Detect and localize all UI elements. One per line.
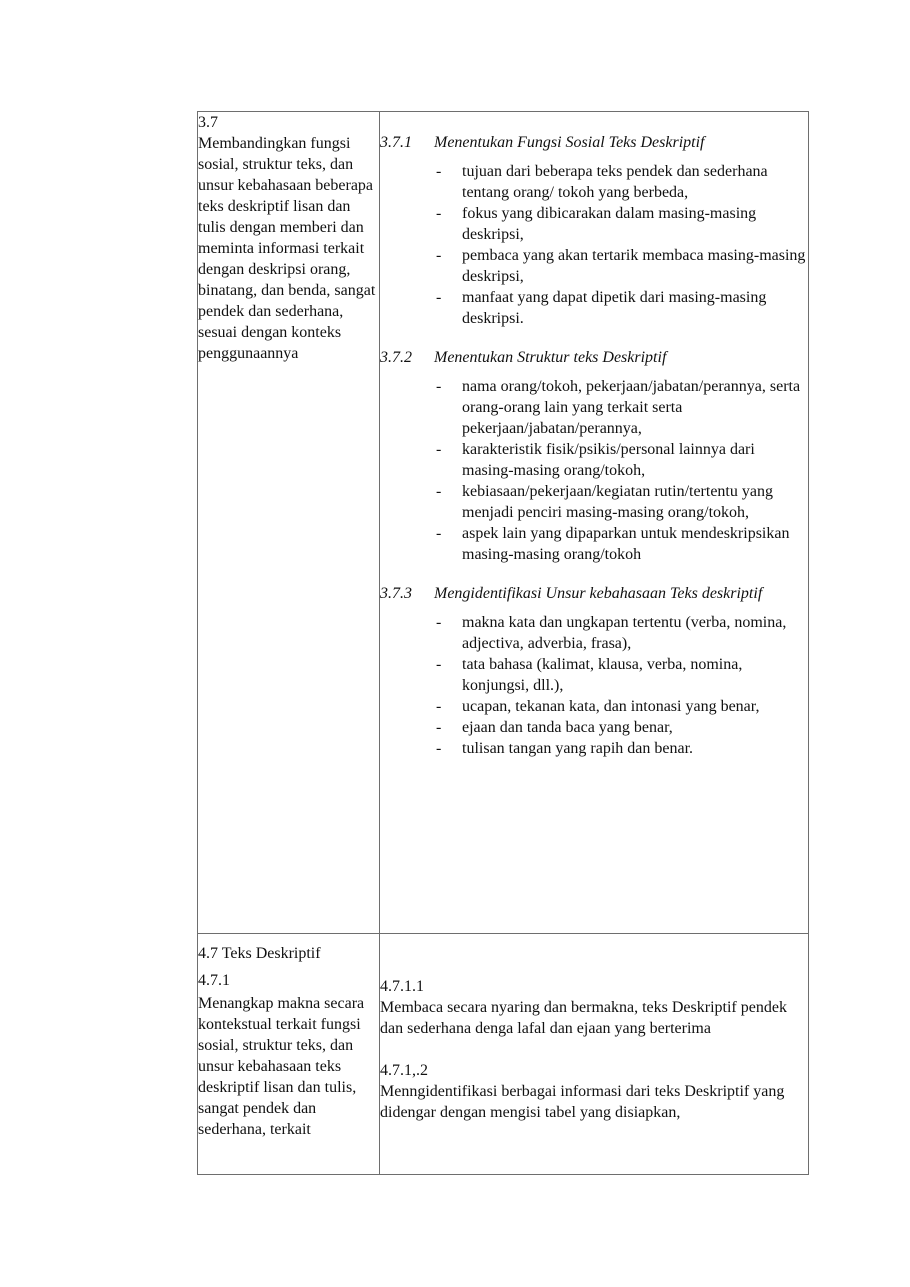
section-number: 3.7.3: [380, 585, 412, 602]
bullet-list: [434, 161, 808, 329]
table-row: [198, 112, 809, 934]
dash-marker: -: [436, 205, 442, 222]
bullet-text: tujuan dari beberapa teks pendek dan sederhana tentang orang/ tokoh yang berbeda,: [462, 163, 768, 201]
list-item: [434, 203, 808, 245]
kd-heading: 4.7 Teks Deskriptif: [198, 945, 321, 962]
list-item: [434, 696, 808, 717]
kd-cell: [198, 112, 380, 934]
dash-marker: -: [436, 719, 442, 736]
indicator-section: [380, 583, 808, 759]
dash-marker: -: [436, 163, 442, 180]
list-item: [434, 376, 808, 439]
list-item: [434, 439, 808, 481]
bullet-text: tulisan tangan yang rapih dan benar.: [462, 740, 694, 757]
kd-text: Membandingkan fungsi sosial, struktur teks, dan unsur kebahasaan beberapa teks deskriptif lisan dan tulis dengan memberi dan meminta informasi terkait dengan deskripsi orang, binatang, dan benda, sangat pendek dan sederhana, sesuai dengan konteks penggunaannya: [198, 135, 376, 362]
indicator-cell: [380, 112, 809, 934]
dash-marker: -: [436, 525, 442, 542]
indicator-text: Membaca secara nyaring dan bermakna, teks Deskriptif pendek dan sederhana denga lafal dan ejaan yang berterima: [380, 999, 787, 1037]
section-heading: [380, 583, 808, 604]
indicator-cell: [380, 934, 809, 1175]
section-title: Menentukan Struktur teks Deskriptif: [434, 349, 667, 366]
dash-marker: -: [436, 483, 442, 500]
indicator-number: 4.7.1,.2: [380, 1062, 428, 1079]
dash-marker: -: [436, 614, 442, 631]
bullet-text: karakteristik fisik/psikis/personal lainnya dari masing-masing orang/tokoh,: [462, 441, 755, 479]
list-item: [434, 245, 808, 287]
section-number: 3.7.2: [380, 349, 412, 366]
dash-marker: -: [436, 378, 442, 395]
list-item: [434, 481, 808, 523]
dash-marker: -: [436, 247, 442, 264]
list-item: [434, 287, 808, 329]
section-heading: [380, 132, 808, 153]
indicator-text: Menngidentifikasi berbagai informasi dari teks Deskriptif yang didengar dengan mengisi tabel yang disiapkan,: [380, 1083, 785, 1121]
bullet-list: [434, 612, 808, 759]
bullet-text: manfaat yang dapat dipetik dari masing-masing deskripsi.: [462, 289, 767, 327]
list-item: [434, 738, 808, 759]
bullet-text: kebiasaan/pekerjaan/kegiatan rutin/tertentu yang menjadi penciri masing-masing orang/tokoh,: [462, 483, 773, 521]
list-item: [434, 612, 808, 654]
dash-marker: -: [436, 656, 442, 673]
kd-number: 4.7.1: [198, 972, 230, 989]
list-item: [434, 161, 808, 203]
bullet-text: ucapan, tekanan kata, dan intonasi yang benar,: [462, 698, 760, 715]
indicator-section: [380, 347, 808, 565]
indicator-block: [380, 976, 808, 1039]
bullet-text: ejaan dan tanda baca yang benar,: [462, 719, 673, 736]
indicator-block: [380, 1060, 808, 1123]
list-item: [434, 717, 808, 738]
kd-text: Menangkap makna secara kontekstual terkait fungsi sosial, struktur teks, dan unsur kebahasaan teks deskriptif lisan dan tulis, sangat pendek dan sederhana, terkait: [198, 995, 365, 1138]
dash-marker: -: [436, 740, 442, 757]
bullet-text: nama orang/tokoh, pekerjaan/jabatan/perannya, serta orang-orang lain yang terkait serta pekerjaan/jabatan/perannya,: [462, 378, 801, 437]
bullet-text: makna kata dan ungkapan tertentu (verba, nomina, adjectiva, adverbia, frasa),: [462, 614, 787, 652]
section-title: Mengidentifikasi Unsur kebahasaan Teks deskriptif: [434, 585, 763, 602]
kd-cell: [198, 934, 380, 1175]
competency-table: [197, 111, 809, 1175]
bullet-text: fokus yang dibicarakan dalam masing-masing deskripsi,: [462, 205, 757, 243]
section-title: Menentukan Fungsi Sosial Teks Deskriptif: [434, 134, 705, 151]
kd-number: 3.7: [198, 114, 218, 131]
bullet-list: [434, 376, 808, 565]
dash-marker: -: [436, 698, 442, 715]
table-row: [198, 934, 809, 1175]
dash-marker: -: [436, 289, 442, 306]
list-item: [434, 523, 808, 565]
dash-marker: -: [436, 441, 442, 458]
section-number: 3.7.1: [380, 134, 412, 151]
bullet-text: aspek lain yang dipaparkan untuk mendeskripsikan masing-masing orang/tokoh: [462, 525, 790, 563]
indicator-section: [380, 132, 808, 329]
indicator-number: 4.7.1.1: [380, 978, 424, 995]
section-heading: [380, 347, 808, 368]
bullet-text: pembaca yang akan tertarik membaca masing-masing deskripsi,: [462, 247, 806, 285]
list-item: [434, 654, 808, 696]
bullet-text: tata bahasa (kalimat, klausa, verba, nomina, konjungsi, dll.),: [462, 656, 743, 694]
